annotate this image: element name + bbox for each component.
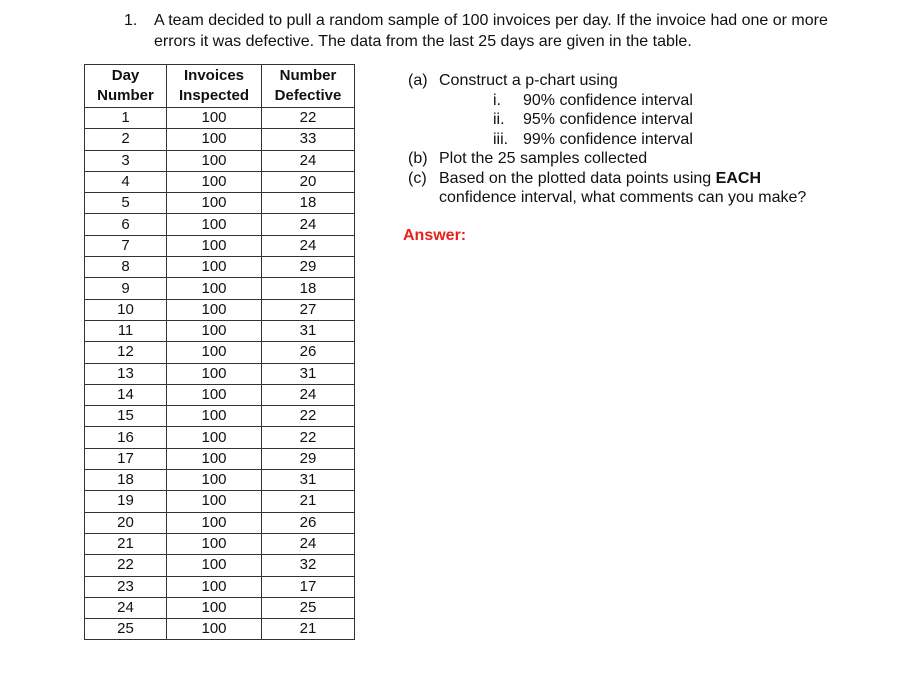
cell-day: 10 <box>85 299 167 320</box>
sub-i-text: 90% confidence interval <box>523 91 693 109</box>
cell-defective: 24 <box>262 384 355 405</box>
cell-day: 19 <box>85 491 167 512</box>
cell-defective: 21 <box>262 619 355 640</box>
cell-day: 4 <box>85 171 167 192</box>
sub-iii-text: 99% confidence interval <box>523 130 693 148</box>
table-row <box>85 320 355 341</box>
cell-defective: 25 <box>262 597 355 618</box>
table-row <box>85 278 355 299</box>
part-c-label: (c) <box>408 169 427 187</box>
part-a-label: (a) <box>408 72 428 89</box>
cell-invoices: 100 <box>167 384 262 405</box>
cell-day: 25 <box>85 619 167 640</box>
cell-invoices: 100 <box>167 576 262 597</box>
cell-defective: 32 <box>262 555 355 576</box>
sub-i-label: i. <box>493 91 501 109</box>
cell-day: 17 <box>85 448 167 469</box>
part-a-sub-iii <box>408 130 806 150</box>
table-row <box>85 619 355 640</box>
cell-invoices: 100 <box>167 470 262 491</box>
cell-invoices: 100 <box>167 108 262 129</box>
cell-defective: 18 <box>262 278 355 299</box>
cell-day: 21 <box>85 533 167 554</box>
table-row <box>85 193 355 214</box>
cell-defective: 26 <box>262 512 355 533</box>
cell-day: 5 <box>85 193 167 214</box>
cell-invoices: 100 <box>167 278 262 299</box>
table-row <box>85 150 355 171</box>
part-b-text: Plot the 25 samples collected <box>439 150 648 167</box>
table-row <box>85 171 355 192</box>
cell-day: 12 <box>85 342 167 363</box>
table-header-row <box>85 65 355 108</box>
cell-defective: 31 <box>262 320 355 341</box>
table-row <box>85 555 355 576</box>
cell-invoices: 100 <box>167 193 262 214</box>
cell-invoices: 100 <box>167 129 262 150</box>
cell-day: 2 <box>85 129 167 150</box>
cell-invoices: 100 <box>167 171 262 192</box>
table-row <box>85 406 355 427</box>
cell-day: 3 <box>85 150 167 171</box>
cell-invoices: 100 <box>167 257 262 278</box>
cell-day: 14 <box>85 384 167 405</box>
cell-day: 18 <box>85 470 167 491</box>
table-row <box>85 448 355 469</box>
cell-defective: 26 <box>262 342 355 363</box>
cell-defective: 24 <box>262 150 355 171</box>
answer-label: Answer: <box>403 227 467 244</box>
part-c-text-cont: confidence interval, what comments can you make? <box>439 189 807 206</box>
table-row <box>85 299 355 320</box>
cell-invoices: 100 <box>167 150 262 171</box>
table-row <box>85 257 355 278</box>
question-parts <box>408 71 806 208</box>
sub-iii-label: iii. <box>493 130 509 148</box>
cell-day: 6 <box>85 214 167 235</box>
cell-day: 8 <box>85 257 167 278</box>
table-row <box>85 533 355 554</box>
cell-day: 11 <box>85 320 167 341</box>
table-row <box>85 470 355 491</box>
cell-invoices: 100 <box>167 533 262 554</box>
cell-defective: 20 <box>262 171 355 192</box>
table-row <box>85 235 355 256</box>
cell-defective: 24 <box>262 235 355 256</box>
table-row <box>85 384 355 405</box>
cell-invoices: 100 <box>167 363 262 384</box>
part-b <box>408 149 806 169</box>
cell-day: 23 <box>85 576 167 597</box>
cell-invoices: 100 <box>167 491 262 512</box>
cell-invoices: 100 <box>167 299 262 320</box>
cell-defective: 22 <box>262 427 355 448</box>
table-row <box>85 363 355 384</box>
cell-defective: 33 <box>262 129 355 150</box>
cell-invoices: 100 <box>167 235 262 256</box>
table-row <box>85 427 355 448</box>
header-invoices-inspected: Invoices Inspected <box>167 65 262 108</box>
data-table <box>84 64 355 640</box>
part-c-text: Based on the plotted data points using <box>439 169 716 187</box>
part-a-sub-i <box>408 91 806 111</box>
table-row <box>85 129 355 150</box>
cell-invoices: 100 <box>167 320 262 341</box>
cell-invoices: 100 <box>167 214 262 235</box>
question-text: A team decided to pull a random sample of 100 invoices per day. If the invoice had one or more errors it was defective. The data from the last 25 days are given in the table. <box>154 12 828 50</box>
cell-defective: 22 <box>262 406 355 427</box>
part-c <box>408 169 806 208</box>
cell-defective: 24 <box>262 214 355 235</box>
cell-invoices: 100 <box>167 448 262 469</box>
table-row <box>85 512 355 533</box>
part-a <box>408 71 806 91</box>
cell-invoices: 100 <box>167 342 262 363</box>
cell-invoices: 100 <box>167 619 262 640</box>
header-day-number: Day Number <box>85 65 167 108</box>
cell-day: 13 <box>85 363 167 384</box>
part-a-text: Construct a p-chart using <box>439 72 618 89</box>
part-b-label: (b) <box>408 150 428 167</box>
cell-defective: 29 <box>262 257 355 278</box>
cell-day: 7 <box>85 235 167 256</box>
sub-ii-label: ii. <box>493 111 505 128</box>
sub-ii-text: 95% confidence interval <box>523 111 693 128</box>
cell-day: 1 <box>85 108 167 129</box>
cell-day: 15 <box>85 406 167 427</box>
table-row <box>85 576 355 597</box>
cell-day: 22 <box>85 555 167 576</box>
cell-defective: 29 <box>262 448 355 469</box>
cell-defective: 27 <box>262 299 355 320</box>
cell-defective: 17 <box>262 576 355 597</box>
question-number: 1. <box>124 12 138 29</box>
cell-day: 9 <box>85 278 167 299</box>
cell-defective: 18 <box>262 193 355 214</box>
part-c-emphasis: EACH <box>715 169 761 187</box>
table-row <box>85 491 355 512</box>
table-row <box>85 108 355 129</box>
table-row <box>85 342 355 363</box>
part-a-sub-ii <box>408 110 806 130</box>
cell-invoices: 100 <box>167 597 262 618</box>
cell-defective: 24 <box>262 533 355 554</box>
cell-invoices: 100 <box>167 427 262 448</box>
cell-defective: 21 <box>262 491 355 512</box>
table-row <box>85 214 355 235</box>
cell-invoices: 100 <box>167 512 262 533</box>
cell-day: 20 <box>85 512 167 533</box>
cell-day: 24 <box>85 597 167 618</box>
cell-defective: 22 <box>262 108 355 129</box>
header-number-defective: Number Defective <box>262 65 355 108</box>
cell-day: 16 <box>85 427 167 448</box>
table-row <box>85 597 355 618</box>
cell-defective: 31 <box>262 470 355 491</box>
cell-invoices: 100 <box>167 406 262 427</box>
table-body <box>85 108 355 640</box>
cell-invoices: 100 <box>167 555 262 576</box>
cell-defective: 31 <box>262 363 355 384</box>
